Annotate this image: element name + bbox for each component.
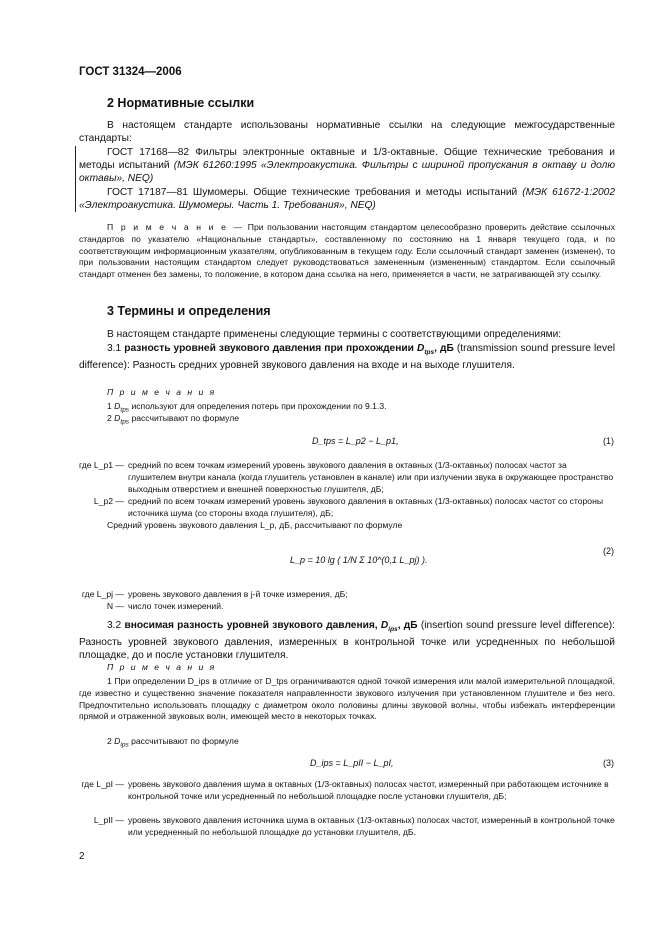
where-def-lpii: уровень звукового давления источника шума в октавных (1/3-октавных) полосах частот, измеренный в контрольной точке или усредненный по небольшой площадке до установки глушителя, дБ. [128, 815, 615, 837]
section-2-intro: В настоящем стандарте использованы нормативные ссылки на следующие межгосударственные стандарты: [79, 120, 615, 145]
term-3-2-english: (insertion sound pressure level difference): [417, 620, 616, 631]
term-3-2-name: вносимая разность уровней звукового давления, [124, 620, 381, 631]
term-3-1 [79, 342, 615, 372]
where-key-lpii: L_pII — [93, 815, 124, 825]
note-3-2-1: 1 При определении D_ips в отличие от D_tps ограничиваются одной точкой измерения или малой измерительной площадкой, где известно и существенно значение показателя направленности звукового излучения при установленном глушителе и без него. Предпочтительно использовать площадку с диаметром около половины длины звуковой волны, чтобы избежать интерференции прямой и отраженной звуковых волн, имеющей место в некоторых точках. [79, 676, 615, 722]
where-def-lp2: средний по всем точкам измерений уровень звукового давления в октавных (1/3-октавных) полосах частот со стороны источника шума (со стороны входа глушителя), дБ; [128, 496, 604, 518]
where-key-lp1: где L_p1 — [79, 460, 125, 470]
term-3-1-name: разность уровней звукового давления при прохождении [124, 343, 417, 354]
where-key-lpj: где L_pj — [81, 589, 124, 599]
section-2-title: 2 Нормативные ссылки [107, 96, 255, 110]
change-bar [75, 146, 76, 212]
section-3-intro: В настоящем стандарте применены следующие термины с соответствующими определениями: [107, 329, 562, 340]
reference-gost-17187 [79, 186, 615, 212]
where-key-lp2: L_p2 — [93, 496, 124, 506]
term-3-1-number: 3.1 [107, 343, 125, 354]
ref1-italic: (МЭК 61260:1995 «Электроакустика. Фильтры с шириной пропускания в октаву и долю октавы», NEQ) [79, 160, 615, 185]
document-header: ГОСТ 31324—2006 [79, 66, 182, 78]
term-3-1-english: (transmission sound pressure level difference): [79, 343, 615, 372]
equation-2-number: (2) [603, 546, 614, 556]
equation-1-number: (1) [603, 436, 614, 446]
where-def-n: число точек измерений. [128, 601, 224, 611]
average-level-text: Средний уровень звукового давления L_p, дБ, рассчитывают по формуле [107, 520, 403, 530]
equation-1: D_tps = L_p2 − L_p1, [312, 436, 399, 446]
section-2-note [79, 222, 615, 281]
term-3-2-definition: Разность уровней звукового давления, измеренных в контрольной точке или усредненных по небольшой площадке, до и после установки глушителя. [79, 637, 615, 662]
term-3-1-definition: Разность средних уровней звукового давления на входе и на выходе глушителя. [129, 360, 515, 372]
term-3-1-symbol: D [416, 343, 425, 354]
note-3-1-1: 1 $D_{tps}$ используют для определения потерь при прохождении по 9.1.3. [107, 401, 387, 414]
equation-3-number: (3) [603, 758, 614, 768]
section-3-title: 3 Термины и определения [107, 304, 271, 318]
note-3-2-2: 2 $D_{ips}$ рассчитывают по формуле [107, 736, 239, 749]
term-3-2 [79, 619, 615, 663]
notes-label-1: П р и м е ч а н и я [107, 387, 217, 397]
where-def-lp1: средний по всем точкам измерений уровень звукового давления в октавных (1/3-октавных) полосах частот за глушителем внутри канала (когда глушитель установлен в канале) или при излучении звука в окружающее пространство выходным отверстием и внешней поверхностью глушителя, дБ; [128, 460, 614, 494]
ref2-plain: ГОСТ 17187—81 Шумомеры. Общие технические требования и методы испытаний [107, 187, 523, 198]
term-3-2-unit: , дБ [397, 620, 418, 631]
term-3-2-subscript: ips [388, 626, 398, 634]
equation-3: D_ips = L_pII − L_pI, [310, 758, 394, 768]
term-3-1-unit: , дБ [434, 343, 454, 354]
where-key-n: N — [106, 601, 124, 611]
ref2-italic: (МЭК 61672-1:2002 «Электроакустика. Шумомеры. Часть 1. Требования», NEQ) [79, 187, 615, 212]
note-text: При пользовании настоящим стандартом целесообразно проверить действие ссылочных стандартов по указателю «Национальные стандарты», составленному по состоянию на 1 января текущего года, и по соответствующим информационным указателям, опубликованным в текущем году. Если ссылочный стандарт заменен (изменен), то при пользовании настоящим стандартом следует руководствоваться замененным (измененным) стандартом. Если ссылочный стандарт отменен без замены, то положение, в котором дана ссылка на него, применяется в части, не затрагивающей эту ссылку. [79, 222, 615, 280]
where-def-lpj: уровень звукового давления в j-й точке измерения, дБ; [128, 589, 348, 599]
where-key-lpi: где L_pI — [81, 779, 124, 789]
term-3-1-subscript: tps [424, 349, 435, 357]
ref1-plain: ГОСТ 17168—82 Фильтры электронные октавные и 1/3-октавные. Общие технические требования и методы испытаний [79, 147, 615, 172]
page-number: 2 [79, 851, 85, 862]
equation-2: L_p = 10 lg ( 1/N Σ 10^(0,1 L_pj) ). [290, 555, 428, 565]
term-3-2-number: 3.2 [107, 620, 125, 631]
term-3-2-symbol: D [380, 620, 389, 631]
note-3-1-2: 2 $D_{tps}$ рассчитывают по формуле [107, 413, 240, 426]
reference-gost-17168 [79, 146, 615, 186]
where-def-lpi: уровень звукового давления шума в октавных (1/3-октавных) полосах частот, измеренный при работающем источнике в контрольной точке или усредненный по небольшой площадке после установки глушителя, дБ; [128, 779, 609, 801]
note-label: П р и м е ч а н и е — [107, 222, 245, 232]
notes-label-2: П р и м е ч а н и я [107, 662, 217, 672]
